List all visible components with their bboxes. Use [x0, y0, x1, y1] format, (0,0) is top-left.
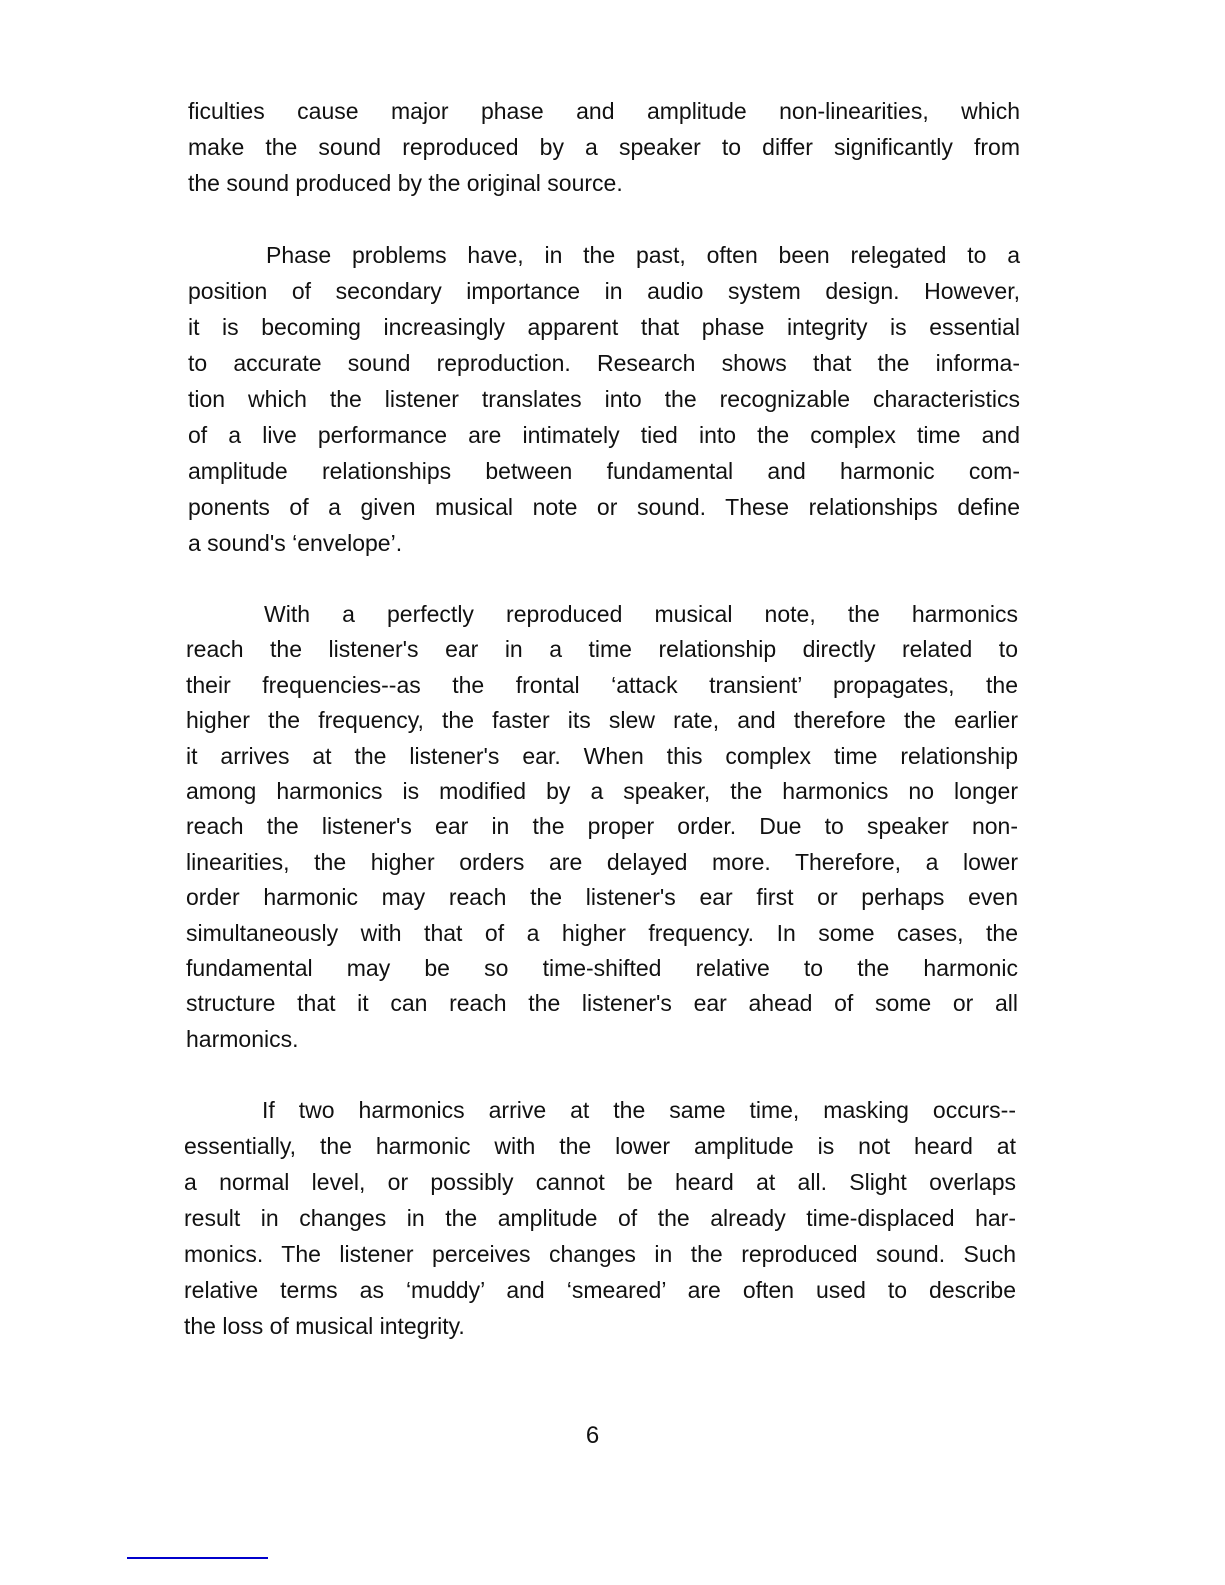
text-line: order harmonic may reach the listener's ear first or perhaps even: [186, 884, 1018, 911]
text-line: essentially, the harmonic with the lower amplitude is not heard at: [184, 1133, 1016, 1159]
paragraph-4: [184, 1092, 1016, 1344]
text-line: With a perfectly reproduced musical note, the harmonics: [264, 601, 1018, 627]
text-line: it arrives at the listener's ear. When this complex time relationship: [186, 742, 1018, 769]
text-line: monics. The listener perceives changes in the reproduced sound. Such: [184, 1241, 1016, 1267]
page-number: 6: [585, 1422, 600, 1449]
text-line: fundamental may be so time-shifted relative to the harmonic: [186, 954, 1018, 981]
text-line: harmonics.: [186, 1025, 299, 1052]
text-line: of a live performance are intimately tied into the complex time and: [188, 422, 1020, 448]
text-line: the loss of musical integrity.: [184, 1313, 465, 1339]
text-line: position of secondary importance in audio system design. However,: [188, 278, 1020, 304]
text-line: their frequencies--as the frontal ‘attack transient’ propagates, the: [186, 671, 1018, 698]
text-line: If two harmonics arrive at the same time, masking occurs--: [262, 1097, 1016, 1123]
text-line: Phase problems have, in the past, often been relegated to a: [266, 242, 1020, 268]
text-line: a sound's ‘envelope’.: [188, 530, 403, 556]
text-line: among harmonics is modified by a speaker, the harmonics no longer: [186, 777, 1018, 804]
text-line: higher the frequency, the faster its slew rate, and therefore the earlier: [186, 707, 1018, 734]
text-line: ponents of a given musical note or sound. These relationships define: [188, 494, 1020, 520]
text-line: the sound produced by the original source.: [188, 170, 623, 196]
text-line: a normal level, or possibly cannot be heard at all. Slight overlaps: [184, 1169, 1016, 1195]
paragraph-3: [186, 597, 1018, 1057]
text-line: reach the listener's ear in a time relationship directly related to: [186, 636, 1018, 663]
paragraph-2: [188, 237, 1020, 561]
footer-rule: [127, 1557, 268, 1559]
text-line: ficulties cause major phase and amplitude non-linearities, which: [188, 98, 1020, 124]
text-line: simultaneously with that of a higher frequency. In some cases, the: [186, 919, 1018, 946]
text-line: it is becoming increasingly apparent that phase integrity is essential: [188, 314, 1020, 340]
text-line: to accurate sound reproduction. Research shows that the informa-: [188, 350, 1020, 376]
text-line: reach the listener's ear in the proper order. Due to speaker non-: [186, 813, 1018, 840]
text-line: linearities, the higher orders are delayed more. Therefore, a lower: [186, 848, 1018, 875]
paragraph-1: [188, 93, 1020, 201]
text-line: tion which the listener translates into the recognizable characteristics: [188, 386, 1020, 412]
text-line: relative terms as ‘muddy’ and ‘smeared’ are often used to describe: [184, 1277, 1016, 1303]
text-line: make the sound reproduced by a speaker to differ significantly from: [188, 134, 1020, 160]
text-line: amplitude relationships between fundamental and harmonic com-: [188, 458, 1020, 484]
text-line: structure that it can reach the listener's ear ahead of some or all: [186, 990, 1018, 1017]
text-line: result in changes in the amplitude of the already time-displaced har-: [184, 1205, 1016, 1231]
